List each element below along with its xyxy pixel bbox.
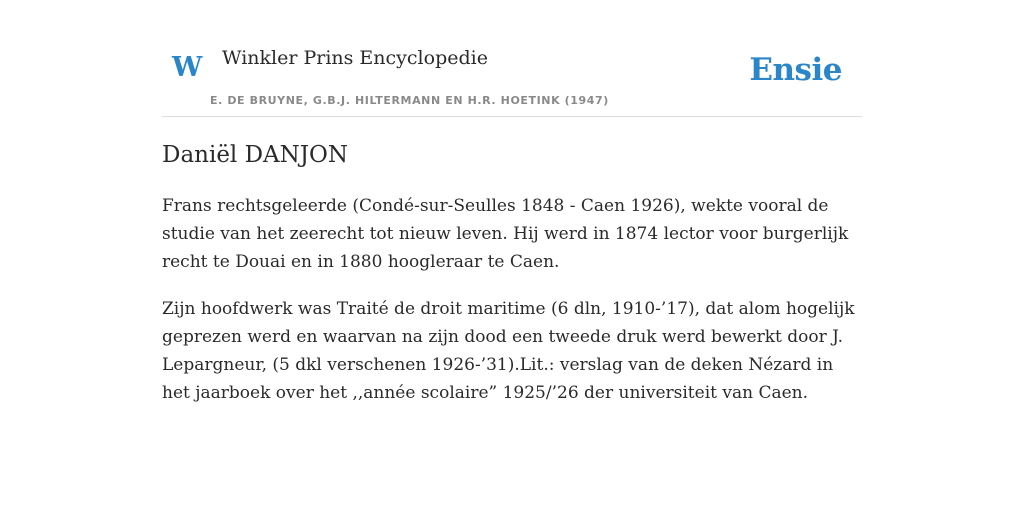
winkler-prins-logo[interactable]: W bbox=[172, 52, 203, 83]
source-header bbox=[162, 0, 862, 117]
ensie-logo[interactable]: Ensie bbox=[749, 52, 842, 88]
page bbox=[162, 0, 862, 512]
source-title: Winkler Prins Encyclopedie bbox=[222, 47, 488, 69]
entry-paragraph: Frans rechtsgeleerde (Condé-sur-Seulles 1848 - Caen 1926), wekte vooral de studie van het zeerecht tot nieuw leven. Hij werd in 1874 lector voor burgerlijk recht te Douai en in 1880 hoogleraar te Caen. bbox=[162, 196, 849, 272]
entry-paragraph: Zijn hoofdwerk was Traité de droit maritime (6 dln, 1910-’17), dat alom hogelijk geprezen werd en waarvan na zijn dood een tweede druk werd bewerkt door J. Lepargneur, (5 dkl verschenen 1926-’31).Lit.: verslag van de deken Nézard in het jaarboek over het ,,année scolaire” 1925/’26 der universiteit van Caen. bbox=[162, 299, 855, 403]
entry-title: Daniël DANJON bbox=[162, 142, 348, 168]
source-authors: E. DE BRUYNE, G.B.J. HILTERMANN EN H.R. HOETINK (1947) bbox=[210, 94, 609, 107]
entry-body bbox=[162, 192, 862, 426]
